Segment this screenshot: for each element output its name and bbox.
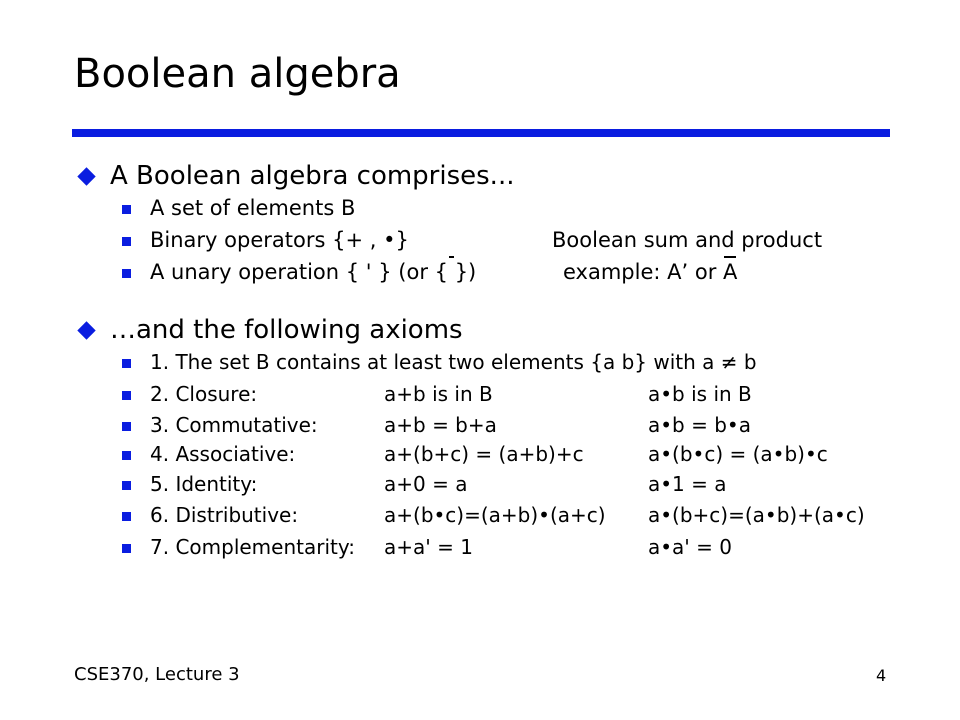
item-text: Binary operators {+ , •} — [150, 228, 409, 252]
note-text: example: A’ or — [563, 260, 724, 284]
axiom-sum: a+(b+c) = (a+b)+c — [384, 442, 584, 466]
square-bullet-icon — [122, 422, 131, 431]
square-bullet-icon — [122, 391, 131, 400]
square-bullet-icon — [122, 205, 131, 214]
square-bullet-icon — [122, 237, 131, 246]
axiom-sum: a+(b•c)=(a+b)•(a+c) — [384, 503, 606, 527]
item-note — [563, 259, 737, 285]
axiom-sum: a+b is in B — [384, 382, 493, 406]
diamond-bullet-icon — [77, 321, 95, 339]
item-text — [150, 259, 476, 285]
item-text-start: A unary operation { ' } (or { — [150, 260, 448, 284]
square-bullet-icon — [122, 481, 131, 490]
axiom-product: a•b is in B — [648, 382, 752, 406]
page-number: 4 — [876, 666, 887, 685]
diamond-bullet-icon — [77, 167, 95, 185]
square-bullet-icon — [122, 269, 131, 278]
axiom-label: 4. Associative: — [150, 442, 296, 466]
axiom-sum: a+b = b+a — [384, 413, 497, 437]
axiom-label: 6. Distributive: — [150, 503, 299, 527]
axiom-label: 3. Commutative: — [150, 413, 318, 437]
square-bullet-icon — [122, 544, 131, 553]
slide-title: Boolean algebra — [74, 51, 401, 97]
axiom-product: a•(b+c)=(a•b)+(a•c) — [648, 503, 865, 527]
axiom-sum: a+0 = a — [384, 472, 468, 496]
axiom-label: 7. Complementarity: — [150, 535, 355, 559]
axiom-product: a•b = b•a — [648, 413, 751, 437]
section2-heading: …and the following axioms — [110, 315, 463, 345]
item-text: A set of elements B — [150, 196, 356, 220]
axiom-product: a•(b•c) = (a•b)•c — [648, 442, 828, 466]
axiom-label: 1. The set B contains at least two elements {a b} with a ≠ b — [150, 350, 757, 374]
overbar-symbol — [448, 259, 455, 285]
axiom-label: 2. Closure: — [150, 382, 258, 406]
item-text-end: }) — [454, 260, 477, 284]
axiom-sum: a+a' = 1 — [384, 535, 473, 559]
axiom-product: a•a' = 0 — [648, 535, 733, 559]
item-note: Boolean sum and product — [552, 228, 823, 252]
square-bullet-icon — [122, 512, 131, 521]
square-bullet-icon — [122, 359, 131, 368]
title-underline — [72, 129, 890, 137]
square-bullet-icon — [122, 451, 131, 460]
axiom-label: 5. Identity: — [150, 472, 258, 496]
axiom-product: a•1 = a — [648, 472, 727, 496]
overbar-symbol: A — [723, 260, 738, 284]
section1-heading: A Boolean algebra comprises... — [110, 161, 515, 191]
footer-course: CSE370, Lecture 3 — [74, 664, 240, 685]
